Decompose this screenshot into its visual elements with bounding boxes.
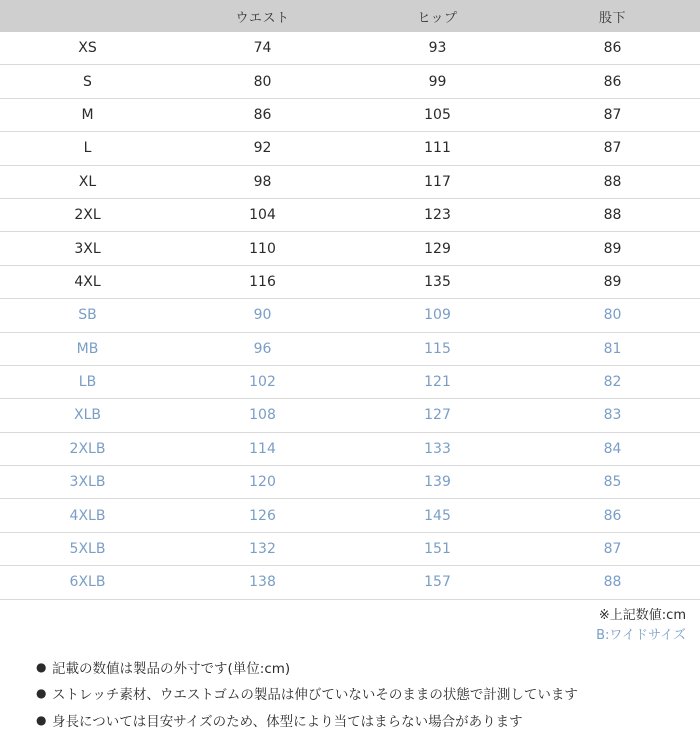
cell-waist: 108 (175, 399, 350, 432)
cell-inseam: 88 (525, 198, 700, 231)
cell-size: SB (0, 299, 175, 332)
cell-inseam: 81 (525, 332, 700, 365)
cell-hip: 157 (350, 566, 525, 599)
table-row (0, 132, 700, 165)
column-header-inseam: 股下 (525, 0, 700, 32)
bullet-icon: ● (36, 686, 47, 701)
table-row (0, 265, 700, 298)
footnote-item (36, 656, 688, 682)
table-row (0, 532, 700, 565)
table-row (0, 466, 700, 499)
cell-size: XLB (0, 399, 175, 432)
cell-hip: 109 (350, 299, 525, 332)
bullet-icon: ● (36, 659, 47, 674)
cell-hip: 123 (350, 198, 525, 231)
cell-inseam: 88 (525, 566, 700, 599)
cell-waist: 92 (175, 132, 350, 165)
cell-waist: 102 (175, 365, 350, 398)
table-row (0, 365, 700, 398)
table-row (0, 332, 700, 365)
table-row (0, 98, 700, 131)
cell-waist: 138 (175, 566, 350, 599)
table-row (0, 499, 700, 532)
cell-hip: 117 (350, 165, 525, 198)
cell-inseam: 88 (525, 165, 700, 198)
cell-inseam: 82 (525, 365, 700, 398)
cell-hip: 135 (350, 265, 525, 298)
cell-hip: 115 (350, 332, 525, 365)
cell-waist: 80 (175, 65, 350, 98)
cell-size: 5XLB (0, 532, 175, 565)
footnote-text: 身長については目安サイズのため、体型により当てはまらない場合があります (52, 713, 523, 730)
cell-hip: 129 (350, 232, 525, 265)
table-row (0, 432, 700, 465)
table-body (0, 32, 700, 599)
cell-waist: 110 (175, 232, 350, 265)
cell-inseam: 89 (525, 265, 700, 298)
cell-hip: 151 (350, 532, 525, 565)
cell-waist: 120 (175, 466, 350, 499)
cell-inseam: 80 (525, 299, 700, 332)
cell-waist: 116 (175, 265, 350, 298)
cell-size: 3XLB (0, 466, 175, 499)
cell-waist: 114 (175, 432, 350, 465)
wide-size-legend: B:ワイドサイズ (596, 627, 686, 643)
cell-inseam: 84 (525, 432, 700, 465)
footnote-text: ストレッチ素材、ウエストゴムの製品は伸びていないそのままの状態で計測しています (52, 687, 578, 704)
cell-hip: 127 (350, 399, 525, 432)
cell-hip: 105 (350, 98, 525, 131)
table-row (0, 65, 700, 98)
cell-size: M (0, 98, 175, 131)
cell-hip: 99 (350, 65, 525, 98)
cell-waist: 132 (175, 532, 350, 565)
cell-waist: 126 (175, 499, 350, 532)
column-header-hip: ヒップ (350, 0, 525, 32)
unit-note: ※上記数値:cm (598, 607, 686, 623)
table-header (0, 0, 700, 32)
column-header-waist: ウエスト (175, 0, 350, 32)
cell-inseam: 86 (525, 32, 700, 65)
cell-size: 3XL (0, 232, 175, 265)
cell-hip: 93 (350, 32, 525, 65)
cell-hip: 121 (350, 365, 525, 398)
cell-waist: 90 (175, 299, 350, 332)
table-row (0, 32, 700, 65)
cell-size: 4XLB (0, 499, 175, 532)
cell-size: S (0, 65, 175, 98)
cell-waist: 86 (175, 98, 350, 131)
cell-inseam: 83 (525, 399, 700, 432)
footnote-item (36, 709, 688, 735)
cell-waist: 104 (175, 198, 350, 231)
table-row (0, 299, 700, 332)
cell-size: MB (0, 332, 175, 365)
table-row (0, 165, 700, 198)
table-row (0, 399, 700, 432)
measurement-notes (0, 606, 700, 646)
cell-hip: 145 (350, 499, 525, 532)
cell-inseam: 87 (525, 98, 700, 131)
cell-inseam: 89 (525, 232, 700, 265)
cell-inseam: 87 (525, 132, 700, 165)
cell-waist: 98 (175, 165, 350, 198)
cell-size: XL (0, 165, 175, 198)
cell-inseam: 86 (525, 499, 700, 532)
table-header-row (0, 0, 700, 32)
cell-hip: 139 (350, 466, 525, 499)
cell-size: 4XL (0, 265, 175, 298)
cell-size: 6XLB (0, 566, 175, 599)
cell-size: XS (0, 32, 175, 65)
table-row (0, 198, 700, 231)
footnote-item (36, 682, 688, 708)
cell-waist: 74 (175, 32, 350, 65)
table-row (0, 566, 700, 599)
cell-size: LB (0, 365, 175, 398)
cell-inseam: 87 (525, 532, 700, 565)
cell-inseam: 86 (525, 65, 700, 98)
footnote-list (0, 656, 700, 735)
cell-hip: 111 (350, 132, 525, 165)
column-header-size (0, 0, 175, 32)
footnote-text: 記載の数値は製品の外寸です(単位:cm) (52, 660, 291, 677)
table-row (0, 232, 700, 265)
cell-size: 2XL (0, 198, 175, 231)
cell-hip: 133 (350, 432, 525, 465)
cell-size: L (0, 132, 175, 165)
cell-inseam: 85 (525, 466, 700, 499)
bullet-icon: ● (36, 712, 47, 727)
cell-waist: 96 (175, 332, 350, 365)
cell-size: 2XLB (0, 432, 175, 465)
